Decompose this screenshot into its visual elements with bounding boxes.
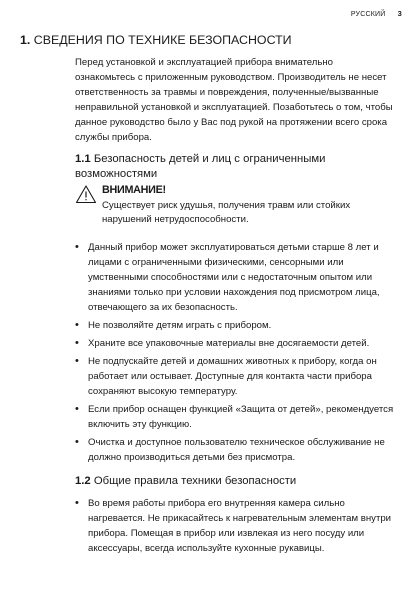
language-label: РУССКИЙ bbox=[350, 11, 386, 18]
warning-block bbox=[75, 184, 393, 228]
warning-triangle-icon bbox=[75, 184, 97, 204]
subsection-title-children-safety bbox=[75, 152, 395, 182]
subsection-number: 1.1 bbox=[75, 153, 91, 165]
warning-text: Существует риск удушья, получения травм или стойких нарушений нетрудоспособности. bbox=[102, 200, 351, 225]
list-item: • Храните все упаковочные материалы вне досягаемости детей. bbox=[75, 336, 397, 351]
subsection-title-text: Общие правила техники безопасности bbox=[90, 475, 297, 487]
list-item: • Не позволяйте детям играть с прибором. bbox=[75, 318, 397, 333]
section-number: 1. bbox=[20, 33, 31, 47]
list-item: • Данный прибор может эксплуатироваться детьми старше 8 лет и лицами с ограниченными физическими, сенсорными или умственными способностями или с недостаточным опытом или знаниями только при условии нахождения под присмотром лица, отвечающего за их безопасность. bbox=[75, 240, 397, 315]
list-item: • Не подпускайте детей и домашних животных к прибору, когда он работает или остывает. Доступные для контакта части прибора сохраняют высокую температуру. bbox=[75, 354, 397, 399]
section-title bbox=[20, 33, 410, 47]
page-header bbox=[351, 9, 402, 18]
list-item: • Во время работы прибора его внутренняя камера сильно нагревается. Не прикасайтесь к нагревательным элементам внутри прибора. Помещая в прибор или извлекая из него посуду или аксессуары, всегда используйте кухонные рукавицы. bbox=[75, 496, 397, 556]
subsection-title-text: Безопасность детей и лиц с ограниченными возможностями bbox=[75, 153, 326, 180]
general-safety-list bbox=[75, 496, 397, 559]
section-title-text: СВЕДЕНИЯ ПО ТЕХНИКЕ БЕЗОПАСНОСТИ bbox=[30, 33, 292, 47]
list-item: • Если прибор оснащен функцией «Защита от детей», рекомендуется включить эту функцию. bbox=[75, 402, 397, 432]
intro-paragraph: Перед установкой и эксплуатацией прибора внимательно ознакомьтесь с приложенным руководством. Производитель не несет ответственность за травмы и повреждения, полученные/вызванные неправильной установкой и эксплуатацией. Позаботьтесь о том, чтобы данное руководство было у Вас под рукой на протяжении всего срока службы прибора. bbox=[75, 57, 393, 143]
children-safety-list bbox=[75, 240, 397, 468]
subsection-number: 1.2 bbox=[75, 475, 91, 487]
list-item: • Очистка и доступное пользователю техническое обслуживание не должно производиться детьми без присмотра. bbox=[75, 435, 397, 465]
page-number: 3 bbox=[397, 9, 402, 18]
subsection-title-general-safety bbox=[75, 474, 395, 489]
warning-heading: ВНИМАНИЕ! bbox=[102, 184, 166, 196]
